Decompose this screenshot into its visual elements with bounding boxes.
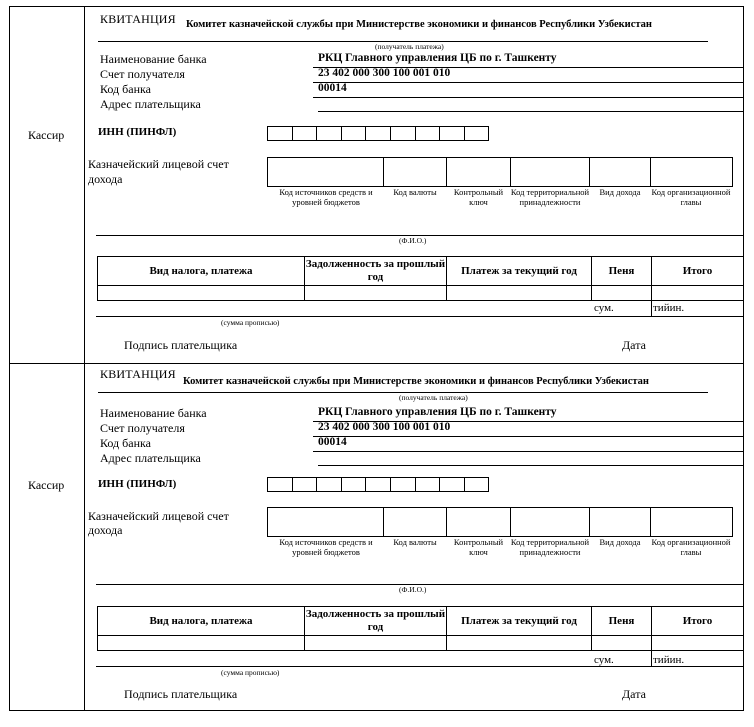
sum-label: сум.: [594, 302, 614, 314]
organization-name: Комитет казначейской службы при Министерстве экономики и финансов Республики Узбекистан: [183, 376, 649, 387]
total-divider: [651, 301, 652, 316]
inn-cells: [267, 477, 488, 492]
fio-caption: (Ф.И.О.): [399, 236, 427, 245]
col-tax-type: Вид налога, платежа: [98, 607, 305, 636]
account-value: 23 402 000 300 100 001 010: [318, 67, 451, 79]
date-label: Дата: [622, 338, 646, 352]
receipt-title: КВИТАНЦИЯ: [100, 367, 176, 381]
code-label: Вид дохода: [599, 187, 641, 197]
payment-table: [97, 256, 744, 301]
code-label: Код территориальной принадлежности: [510, 187, 590, 207]
date-label: Дата: [622, 687, 646, 701]
account-value: 23 402 000 300 100 001 010: [318, 421, 451, 433]
payer-address-line: [318, 111, 743, 112]
col-tax-type: Вид налога, платежа: [98, 257, 305, 286]
amount-words-caption: (сумма прописью): [221, 668, 280, 677]
bank-name-value: РКЦ Главного управления ЦБ по г. Ташкенту: [318, 406, 557, 418]
signature-label: Подпись плательщика: [124, 338, 238, 352]
bank-code-label: Код банка: [100, 436, 151, 450]
tiyin-label: тийин.: [653, 654, 685, 666]
account-label: Счет получателя: [100, 67, 185, 81]
treasury-label-2: дохода: [88, 523, 123, 537]
account-line: [313, 436, 743, 437]
table-row: [98, 286, 744, 301]
table-row: [98, 636, 744, 651]
bank-code-value: 00014: [318, 82, 347, 94]
inn-label: ИНН (ПИНФЛ): [98, 478, 177, 490]
total-divider: [651, 651, 652, 666]
treasury-label: Казначейский лицевой счет: [88, 509, 229, 523]
account-label: Счет получателя: [100, 421, 185, 435]
column-separator: [84, 364, 85, 710]
cashier-label: Кассир: [28, 128, 65, 142]
inn-label: ИНН (ПИНФЛ): [98, 126, 177, 138]
amount-words-line: [96, 666, 744, 667]
treasury-label-2: дохода: [88, 172, 123, 186]
col-total: Итого: [652, 607, 744, 636]
bank-code-value: 00014: [318, 436, 347, 448]
bank-code-line: [313, 451, 743, 452]
tiyin-label: тийин.: [653, 302, 685, 314]
code-label: Код валюты: [393, 537, 437, 547]
bank-name-label: Наименование банка: [100, 406, 207, 420]
treasury-label: Казначейский лицевой счет: [88, 157, 229, 171]
payer-address-label: Адрес плательщика: [100, 451, 201, 465]
col-current-payment: Платеж за текущий год: [447, 607, 592, 636]
signature-label: Подпись плательщика: [124, 687, 238, 701]
col-penalty: Пеня: [592, 607, 652, 636]
code-label: Код источников средств и уровней бюджетов: [279, 537, 373, 557]
bank-name-value: РКЦ Главного управления ЦБ по г. Ташкенту: [318, 52, 557, 64]
organization-name: Комитет казначейской службы при Министерстве экономики и финансов Республики Узбекистан: [186, 19, 652, 30]
col-current-payment: Платеж за текущий год: [447, 257, 592, 286]
amount-words-line: [96, 316, 744, 317]
amount-words-caption: (сумма прописью): [221, 318, 280, 327]
recipient-caption: (получатель платежа): [375, 42, 444, 51]
code-label: Код территориальной принадлежности: [510, 537, 590, 557]
column-separator: [84, 7, 85, 363]
col-penalty: Пеня: [592, 257, 652, 286]
fio-caption: (Ф.И.О.): [399, 585, 427, 594]
bank-name-label: Наименование банка: [100, 52, 207, 66]
col-prev-debt: Задолженность за прошлый год: [305, 607, 447, 636]
col-prev-debt: Задолженность за прошлый год: [305, 257, 447, 286]
receipt-top: [9, 6, 744, 363]
bank-code-label: Код банка: [100, 82, 151, 96]
code-label: Вид дохода: [599, 537, 641, 547]
recipient-caption: (получатель платежа): [399, 393, 468, 402]
treasury-code-boxes: [267, 507, 732, 537]
col-total: Итого: [652, 257, 744, 286]
code-label: Код организационной главы: [651, 187, 731, 207]
bank-code-line: [313, 97, 743, 98]
treasury-code-boxes: [267, 157, 732, 187]
code-label: Код организационной главы: [651, 537, 731, 557]
receipt-title: КВИТАНЦИЯ: [100, 12, 176, 26]
sum-label: сум.: [594, 654, 614, 666]
code-label: Контрольный ключ: [453, 537, 504, 557]
code-label: Код источников средств и уровней бюджетов: [279, 187, 373, 207]
payer-address-label: Адрес плательщика: [100, 97, 201, 111]
receipt-bottom: [9, 363, 744, 711]
code-label: Код валюты: [393, 187, 437, 197]
inn-cells: [267, 126, 488, 141]
payment-table: [97, 606, 744, 651]
payer-address-line: [318, 465, 743, 466]
cashier-label: Кассир: [28, 478, 65, 492]
account-line: [313, 82, 743, 83]
code-label: Контрольный ключ: [453, 187, 504, 207]
